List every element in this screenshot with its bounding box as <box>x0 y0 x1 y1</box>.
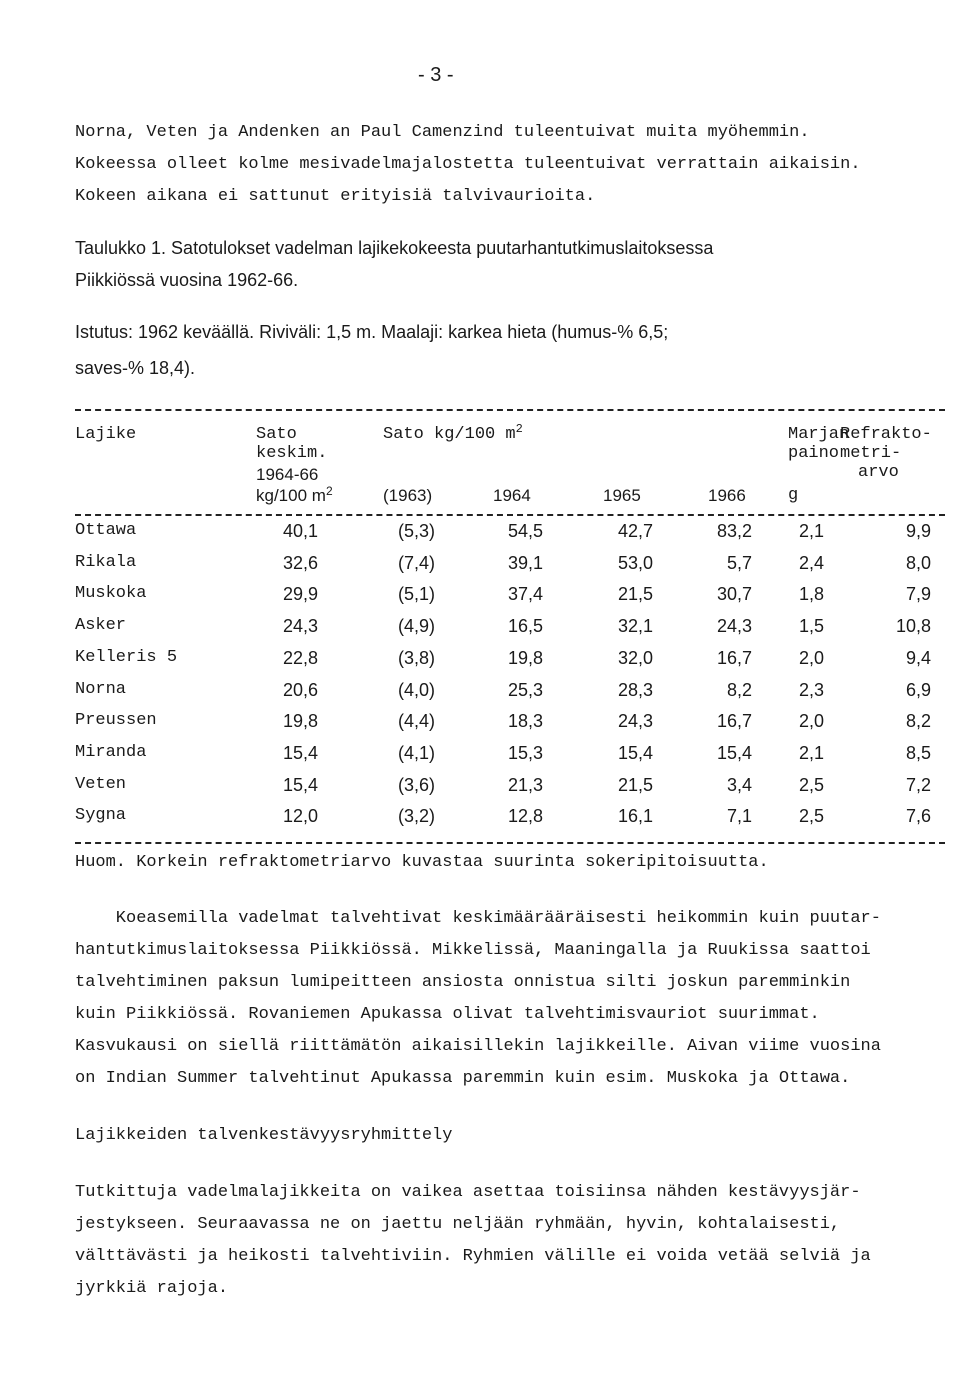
header-1963: (1963) <box>383 486 433 505</box>
header-refr-1: Refrakto- <box>840 425 932 444</box>
cell-avg: 15,4 <box>282 774 318 795</box>
cell-1963: (3,8) <box>397 647 435 668</box>
header-lajike: Lajike <box>75 425 137 444</box>
cell-1964: 19,8 <box>507 647 543 668</box>
cell-1963: (5,1) <box>397 584 435 605</box>
header-sato-keskim-1: Sato <box>256 425 297 444</box>
cell-1966: 24,3 <box>716 616 752 637</box>
cell-lajike: Veten <box>75 774 127 794</box>
paragraph-line: talvehtiminen paksun lumipeitteen ansiosta onnistua silti joskun paremminkin <box>75 973 851 992</box>
cell-lajike: Norna <box>75 679 127 699</box>
cell-1963: (4,9) <box>397 616 435 637</box>
cell-1965: 42,7 <box>617 521 653 541</box>
paragraph-line: jyrkkiä rajoja. <box>75 1279 229 1298</box>
cell-avg: 12,0 <box>282 806 318 827</box>
cell-avg: 32,6 <box>282 552 318 573</box>
header-1966: 1966 <box>708 486 746 505</box>
cell-1966: 8,2 <box>726 679 752 700</box>
cell-refr: 6,9 <box>905 679 931 700</box>
header-sato-keskim-unit <box>256 486 333 506</box>
cell-1964: 37,4 <box>507 584 543 605</box>
table-bottom-rule <box>75 842 945 844</box>
section-heading: Lajikkeiden talvenkestävyysryhmittely <box>75 1126 453 1145</box>
cell-refr: 7,6 <box>905 806 931 827</box>
cell-weight: 2,1 <box>798 742 824 763</box>
paragraph-line: jestykseen. Seuraavassa ne on jaettu neljään ryhmään, hyvin, kohtalaisesti, <box>75 1215 841 1234</box>
cell-1966: 3,4 <box>726 774 752 795</box>
cell-1964: 16,5 <box>507 616 543 637</box>
page-number: - 3 - <box>418 64 454 86</box>
cell-1963: (5,3) <box>397 521 435 541</box>
planting-line: saves-% 18,4). <box>75 358 196 378</box>
paragraph-line: Tutkittuja vadelmalajikkeita on vaikea asettaa toisiinsa nähden kestävyysjär- <box>75 1183 861 1202</box>
cell-1965: 28,3 <box>617 679 653 700</box>
cell-refr: 8,2 <box>905 711 931 732</box>
paragraph-line: Koeasemilla vadelmat talvehtivat keskimäärääräisesti heikommin kuin puutar- <box>75 909 881 928</box>
cell-avg: 24,3 <box>282 616 318 637</box>
cell-weight: 1,5 <box>798 616 824 637</box>
cell-refr: 10,8 <box>895 616 931 637</box>
cell-1963: (3,2) <box>397 806 435 827</box>
header-marjan-2: paino <box>788 444 840 463</box>
cell-1963: (4,4) <box>397 711 435 732</box>
table-top-rule <box>75 409 945 411</box>
cell-1965: 24,3 <box>617 711 653 732</box>
cell-lajike: Miranda <box>75 742 147 762</box>
cell-1965: 32,1 <box>617 616 653 637</box>
cell-1964: 25,3 <box>507 679 543 700</box>
cell-1964: 15,3 <box>507 742 543 763</box>
cell-1965: 21,5 <box>617 584 653 605</box>
intro-line: Norna, Veten ja Andenken an Paul Camenzind tuleentuivat muita myöhemmin. <box>75 123 810 142</box>
cell-1966: 5,7 <box>726 552 752 573</box>
cell-lajike: Kelleris 5 <box>75 647 178 667</box>
cell-avg: 19,8 <box>282 711 318 732</box>
intro-line: Kokeen aikana ei sattunut erityisiä talvivaurioita. <box>75 187 596 206</box>
header-sato-group <box>383 422 523 444</box>
cell-lajike: Preussen <box>75 711 157 731</box>
header-sato-keskim-3: 1964-66 <box>256 465 319 484</box>
cell-1965: 21,5 <box>617 774 653 795</box>
header-1964: 1964 <box>493 486 531 505</box>
paragraph-line: on Indian Summer talvehtinut Apukassa paremmin kuin esim. Muskoka ja Ottawa. <box>75 1069 851 1088</box>
cell-1964: 39,1 <box>507 552 543 573</box>
header-unit-sup: 2 <box>325 484 333 498</box>
cell-lajike: Muskoka <box>75 584 147 604</box>
intro-line: Kokeessa olleet kolme mesivadelmajalostetta tuleentuivat verrattain aikaisin. <box>75 155 861 174</box>
cell-weight: 2,1 <box>798 521 824 541</box>
cell-1964: 21,3 <box>507 774 543 795</box>
cell-lajike: Ottawa <box>75 521 137 540</box>
cell-weight: 1,8 <box>798 584 824 605</box>
paragraph-line: hantutkimuslaitoksessa Piikkiössä. Mikkelissä, Maaningalla ja Ruukissa saattoi <box>75 941 871 960</box>
cell-avg: 15,4 <box>282 742 318 763</box>
table-note: Huom. Korkein refraktometriarvo kuvastaa suurinta sokeripitoisuutta. <box>75 853 769 872</box>
cell-1965: 16,1 <box>617 806 653 827</box>
cell-1965: 32,0 <box>617 647 653 668</box>
cell-1963: (7,4) <box>397 552 435 573</box>
cell-1966: 83,2 <box>716 521 752 541</box>
cell-1963: (4,0) <box>397 679 435 700</box>
cell-avg: 29,9 <box>282 584 318 605</box>
cell-lajike: Sygna <box>75 806 127 826</box>
cell-refr: 9,9 <box>905 521 931 541</box>
paragraph-line: Kasvukausi on siellä riittämätön aikaisillekin lajikkeille. Aivan viime vuosina <box>75 1037 881 1056</box>
header-marjan-unit: g <box>788 486 799 505</box>
cell-refr: 8,5 <box>905 742 931 763</box>
header-sato-group-sup: 2 <box>515 422 523 436</box>
header-sato-keskim-2: keskim. <box>256 444 328 463</box>
cell-weight: 2,3 <box>798 679 824 700</box>
cell-1965: 53,0 <box>617 552 653 573</box>
cell-1964: 12,8 <box>507 806 543 827</box>
cell-1966: 16,7 <box>716 711 752 732</box>
header-refr-2: metri- <box>840 444 902 463</box>
cell-1964: 54,5 <box>507 521 543 541</box>
cell-refr: 7,9 <box>905 584 931 605</box>
header-unit-text: kg/100 m <box>256 486 326 505</box>
caption-line: Taulukko 1. Satotulokset vadelman lajikekokeesta puutarhantutkimuslaitoksessa <box>75 238 714 258</box>
cell-1963: (3,6) <box>397 774 435 795</box>
cell-refr: 9,4 <box>905 647 931 668</box>
header-marjan-1: Marjan <box>788 425 850 444</box>
caption-line: Piikkiössä vuosina 1962-66. <box>75 270 299 290</box>
planting-line: Istutus: 1962 keväällä. Riviväli: 1,5 m. Maalaji: karkea hieta (humus-% 6,5; <box>75 322 669 342</box>
cell-weight: 2,4 <box>798 552 824 573</box>
cell-1963: (4,1) <box>397 742 435 763</box>
cell-weight: 2,5 <box>798 774 824 795</box>
header-1965: 1965 <box>603 486 641 505</box>
cell-1966: 30,7 <box>716 584 752 605</box>
paragraph-line: kuin Piikkiössä. Rovaniemen Apukassa olivat talvehtimisvauriot suurimmat. <box>75 1005 820 1024</box>
cell-weight: 2,0 <box>798 647 824 668</box>
cell-weight: 2,0 <box>798 711 824 732</box>
cell-avg: 40,1 <box>282 521 318 541</box>
cell-1966: 7,1 <box>726 806 752 827</box>
table-header-rule <box>75 514 945 516</box>
cell-avg: 20,6 <box>282 679 318 700</box>
cell-lajike: Asker <box>75 616 127 636</box>
cell-refr: 8,0 <box>905 552 931 573</box>
cell-avg: 22,8 <box>282 647 318 668</box>
cell-1966: 15,4 <box>716 742 752 763</box>
cell-1964: 18,3 <box>507 711 543 732</box>
cell-refr: 7,2 <box>905 774 931 795</box>
cell-weight: 2,5 <box>798 806 824 827</box>
paragraph-line: välttävästi ja heikosti talvehtiviin. Ryhmien välille ei voida vetää selviä ja <box>75 1247 871 1266</box>
header-refr-3: arvo <box>858 463 899 482</box>
cell-1966: 16,7 <box>716 647 752 668</box>
header-sato-group-text: Sato kg/100 m <box>383 425 516 444</box>
cell-lajike: Rikala <box>75 552 137 572</box>
cell-1965: 15,4 <box>617 742 653 763</box>
